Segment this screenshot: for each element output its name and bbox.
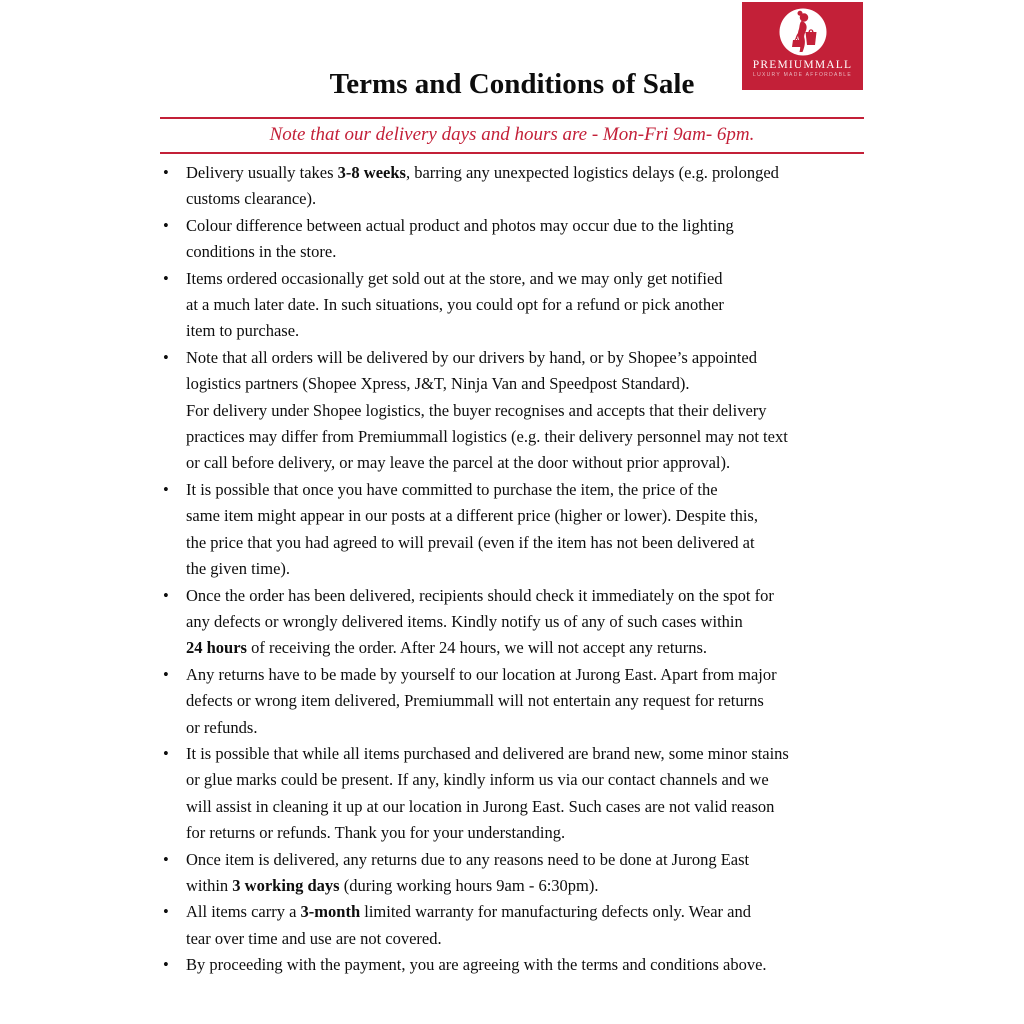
term-item: • Any returns have to be made by yourself to our location at Jurong East. Apart from major defects or wrong item delivered, Premiummall will not entertain any request for returns or refunds. [160,662,876,741]
term-item: • It is possible that once you have committed to purchase the item, the price of the same item might appear in our posts at a different price (higher or lower). Despite this, the price that you had agreed to will prevail (even if the item has not been delivered at the given time). [160,477,876,583]
terms-list [160,160,876,979]
term-item: • Once the order has been delivered, recipients should check it immediately on the spot for any defects or wrongly delivered items. Kindly notify us of any of such cases within 24 hours of receiving the order. After 24 hours, we will not accept any returns. [160,583,876,662]
term-item: • Items ordered occasionally get sold out at the store, and we may only get notified at a much later date. In such situations, you could opt for a refund or pick another item to purchase. [160,266,876,345]
term-item: • Colour difference between actual product and photos may occur due to the lighting conditions in the store. [160,213,876,266]
delivery-notice-band [160,117,864,154]
term-item: • Delivery usually takes 3-8 weeks, barring any unexpected logistics delays (e.g. prolonged customs clearance). [160,160,876,213]
term-item: • It is possible that while all items purchased and delivered are brand new, some minor stains or glue marks could be present. If any, kindly inform us via our contact channels and we will assist in cleaning it up at our location in Jurong East. Such cases are not valid reason for returns or refunds. Thank you for your understanding. [160,741,876,847]
term-item: • Once item is delivered, any returns due to any reasons need to be done at Jurong East within 3 working days (during working hours 9am - 6:30pm). [160,847,876,900]
woman-with-shopping-bags-icon [778,7,828,57]
page-title: Terms and Conditions of Sale [329,68,695,100]
brand-tagline: LUXURY MADE AFFORDABLE [753,72,852,78]
delivery-notice-text: Note that our delivery days and hours are - Mon-Fri 9am- 6pm. [269,124,755,145]
term-item: • Note that all orders will be delivered by our drivers by hand, or by Shopee’s appointed logistics partners (Shopee Xpress, J&T, Ninja Van and Speedpost Standard). For delivery under Shopee logistics, the buyer recognises and accepts that their delivery practices may differ from Premiummall logistics (e.g. their delivery personnel may not text or call before delivery, or may leave the parcel at the door without prior approval). [160,345,876,477]
term-item: • All items carry a 3-month limited warranty for manufacturing defects only. Wear and tear over time and use are not covered. [160,899,876,952]
term-item: • By proceeding with the payment, you are agreeing with the terms and conditions above. [160,952,876,978]
brand-wordmark: PREMIUMMALL [752,59,853,71]
